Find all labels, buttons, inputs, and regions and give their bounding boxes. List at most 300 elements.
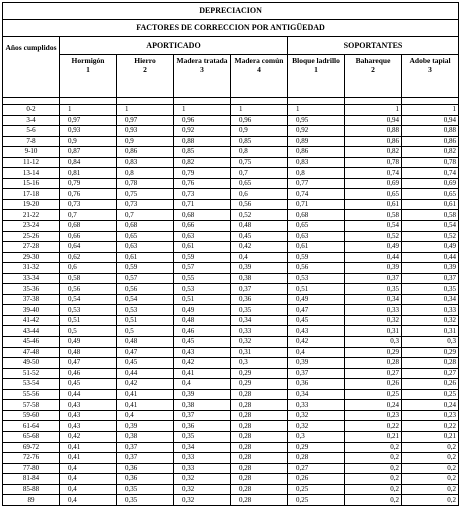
factor-cell: 0,26 bbox=[345, 379, 402, 390]
factor-cell: 0,29 bbox=[402, 347, 459, 358]
spacer-cell bbox=[3, 98, 60, 105]
factor-cell: 0,78 bbox=[402, 157, 459, 168]
factor-cell: 0,65 bbox=[231, 178, 288, 189]
column-header-number: 3 bbox=[200, 65, 204, 74]
factor-cell: 1 bbox=[402, 105, 459, 116]
factor-cell: 0,28 bbox=[402, 358, 459, 369]
table-row bbox=[3, 168, 459, 179]
factor-cell: 0,32 bbox=[402, 315, 459, 326]
column-header-number: 4 bbox=[257, 65, 261, 74]
factor-cell: 0,74 bbox=[345, 168, 402, 179]
factor-cell: 0,95 bbox=[288, 115, 345, 126]
factor-cell: 0,32 bbox=[174, 495, 231, 506]
factor-cell: 0,2 bbox=[345, 463, 402, 474]
factor-cell: 0,73 bbox=[117, 199, 174, 210]
factor-cell: 0,33 bbox=[174, 463, 231, 474]
factor-cell: 0,69 bbox=[345, 178, 402, 189]
spacer-cell bbox=[402, 98, 459, 105]
depreciation-table-container bbox=[2, 2, 458, 506]
factor-cell: 0,61 bbox=[174, 242, 231, 253]
table-row bbox=[3, 442, 459, 453]
factor-cell: 0,65 bbox=[345, 189, 402, 200]
age-cell: 69-72 bbox=[3, 442, 60, 453]
column-header bbox=[60, 55, 117, 98]
column-header bbox=[117, 55, 174, 98]
age-cell: 11-12 bbox=[3, 157, 60, 168]
factor-cell: 0,29 bbox=[345, 347, 402, 358]
factor-cell: 0,8 bbox=[117, 168, 174, 179]
factor-cell: 0,2 bbox=[402, 453, 459, 464]
factor-cell: 0,96 bbox=[174, 115, 231, 126]
age-cell: 61-64 bbox=[3, 421, 60, 432]
factor-cell: 0,74 bbox=[288, 189, 345, 200]
factor-cell: 0,6 bbox=[60, 263, 117, 274]
factor-cell: 0,42 bbox=[288, 337, 345, 348]
factor-cell: 0,45 bbox=[60, 379, 117, 390]
table-row bbox=[3, 431, 459, 442]
factor-cell: 0,33 bbox=[288, 400, 345, 411]
age-cell: 5-6 bbox=[3, 126, 60, 137]
factor-cell: 0,97 bbox=[117, 115, 174, 126]
factor-cell: 0,54 bbox=[345, 221, 402, 232]
age-cell: 25-26 bbox=[3, 231, 60, 242]
factor-cell: 0,9 bbox=[117, 136, 174, 147]
factor-cell: 0,31 bbox=[402, 326, 459, 337]
factor-cell: 0,51 bbox=[117, 315, 174, 326]
factor-cell: 0,36 bbox=[117, 474, 174, 485]
factor-cell: 0,66 bbox=[60, 231, 117, 242]
factor-cell: 0,3 bbox=[345, 337, 402, 348]
factor-cell: 0,39 bbox=[288, 358, 345, 369]
factor-cell: 0,27 bbox=[402, 368, 459, 379]
factor-cell: 0,43 bbox=[60, 421, 117, 432]
factor-cell: 0,37 bbox=[117, 453, 174, 464]
factor-cell: 0,83 bbox=[117, 157, 174, 168]
factor-cell: 0,48 bbox=[60, 347, 117, 358]
age-header-label: Años cumplidos bbox=[5, 43, 57, 52]
table-row bbox=[3, 199, 459, 210]
factor-cell: 0,31 bbox=[345, 326, 402, 337]
column-header-name: Bloque ladrillo bbox=[292, 56, 340, 65]
factor-cell: 0,29 bbox=[288, 442, 345, 453]
factor-cell: 0,81 bbox=[60, 168, 117, 179]
column-header bbox=[345, 55, 402, 98]
table-row bbox=[3, 263, 459, 274]
age-cell: 47-48 bbox=[3, 347, 60, 358]
age-cell: 43-44 bbox=[3, 326, 60, 337]
factor-cell: 0,53 bbox=[117, 305, 174, 316]
factor-cell: 0,32 bbox=[174, 484, 231, 495]
factor-cell: 0,4 bbox=[60, 484, 117, 495]
spacer-cell bbox=[60, 98, 117, 105]
age-cell: 35-36 bbox=[3, 284, 60, 295]
factor-cell: 1 bbox=[288, 105, 345, 116]
age-cell: 29-30 bbox=[3, 252, 60, 263]
column-header-number: 3 bbox=[428, 65, 432, 74]
factor-cell: 0,25 bbox=[345, 389, 402, 400]
factor-cell: 1 bbox=[174, 105, 231, 116]
age-cell: 3-4 bbox=[3, 115, 60, 126]
depreciation-table bbox=[2, 2, 459, 506]
factor-cell: 0,88 bbox=[174, 136, 231, 147]
factor-cell: 0,44 bbox=[345, 252, 402, 263]
table-row bbox=[3, 326, 459, 337]
table-row bbox=[3, 126, 459, 137]
factor-cell: 0,41 bbox=[60, 453, 117, 464]
age-cell: 13-14 bbox=[3, 168, 60, 179]
factor-cell: 0,2 bbox=[345, 474, 402, 485]
factor-cell: 0,56 bbox=[231, 199, 288, 210]
factor-cell: 0,3 bbox=[402, 337, 459, 348]
factor-cell: 0,2 bbox=[345, 442, 402, 453]
factor-cell: 0,39 bbox=[402, 263, 459, 274]
factor-cell: 0,34 bbox=[402, 294, 459, 305]
column-header-name: Hormigón bbox=[71, 56, 105, 65]
factor-cell: 0,45 bbox=[288, 315, 345, 326]
factor-cell: 0,29 bbox=[231, 379, 288, 390]
age-cell: 81-84 bbox=[3, 474, 60, 485]
factor-cell: 0,76 bbox=[174, 178, 231, 189]
factor-cell: 0,77 bbox=[288, 178, 345, 189]
factor-cell: 0,28 bbox=[231, 400, 288, 411]
table-row bbox=[3, 474, 459, 485]
age-cell: 85-88 bbox=[3, 484, 60, 495]
column-header bbox=[174, 55, 231, 98]
factor-cell: 0,38 bbox=[174, 400, 231, 411]
factor-cell: 0,7 bbox=[117, 210, 174, 221]
age-cell: 55-56 bbox=[3, 389, 60, 400]
age-cell: 7-8 bbox=[3, 136, 60, 147]
column-header bbox=[402, 55, 459, 98]
factor-cell: 0,47 bbox=[60, 358, 117, 369]
factor-cell: 0,41 bbox=[60, 442, 117, 453]
table-row bbox=[3, 368, 459, 379]
factor-cell: 0,2 bbox=[402, 474, 459, 485]
age-cell: 41-42 bbox=[3, 315, 60, 326]
factor-cell: 0,39 bbox=[174, 389, 231, 400]
age-cell: 45-46 bbox=[3, 337, 60, 348]
factor-cell: 0,86 bbox=[345, 136, 402, 147]
age-cell: 49-50 bbox=[3, 358, 60, 369]
factor-cell: 0,61 bbox=[402, 199, 459, 210]
table-row bbox=[3, 115, 459, 126]
factor-cell: 1 bbox=[60, 105, 117, 116]
factor-cell: 0,93 bbox=[60, 126, 117, 137]
factor-cell: 0,2 bbox=[345, 495, 402, 506]
factor-cell: 0,2 bbox=[345, 484, 402, 495]
factor-cell: 0,31 bbox=[231, 347, 288, 358]
age-cell: 21-22 bbox=[3, 210, 60, 221]
factor-cell: 0,32 bbox=[231, 337, 288, 348]
table-row bbox=[3, 463, 459, 474]
factor-cell: 0,32 bbox=[174, 474, 231, 485]
factor-cell: 0,82 bbox=[174, 157, 231, 168]
factor-cell: 0,28 bbox=[231, 442, 288, 453]
table-row bbox=[3, 178, 459, 189]
factor-cell: 0,69 bbox=[402, 178, 459, 189]
table-row bbox=[3, 136, 459, 147]
factor-cell: 1 bbox=[231, 105, 288, 116]
column-header-number: 1 bbox=[314, 65, 318, 74]
table-row bbox=[3, 337, 459, 348]
factor-cell: 0,52 bbox=[231, 210, 288, 221]
factor-cell: 0,82 bbox=[402, 147, 459, 158]
factor-cell: 0,58 bbox=[402, 210, 459, 221]
factor-cell: 0,59 bbox=[288, 252, 345, 263]
factor-cell: 1 bbox=[117, 105, 174, 116]
factor-cell: 0,6 bbox=[231, 189, 288, 200]
factor-cell: 0,39 bbox=[231, 263, 288, 274]
factor-cell: 0,57 bbox=[174, 263, 231, 274]
factor-cell: 0,66 bbox=[174, 221, 231, 232]
factor-cell: 0,61 bbox=[345, 199, 402, 210]
factor-cell: 0,5 bbox=[60, 326, 117, 337]
column-header-number: 2 bbox=[143, 65, 147, 74]
factor-cell: 0,56 bbox=[60, 284, 117, 295]
factor-cell: 0,3 bbox=[231, 358, 288, 369]
column-header bbox=[288, 55, 345, 98]
factor-cell: 0,88 bbox=[402, 126, 459, 137]
factor-cell: 0,28 bbox=[231, 463, 288, 474]
factor-cell: 0,9 bbox=[60, 136, 117, 147]
factor-cell: 0,23 bbox=[345, 410, 402, 421]
factor-cell: 0,61 bbox=[117, 252, 174, 263]
factor-cell: 0,71 bbox=[174, 199, 231, 210]
factor-cell: 0,28 bbox=[288, 453, 345, 464]
factor-cell: 0,65 bbox=[117, 231, 174, 242]
factor-cell: 0,96 bbox=[231, 115, 288, 126]
spacer-cell bbox=[345, 98, 402, 105]
table-row bbox=[3, 242, 459, 253]
factor-cell: 0,56 bbox=[288, 263, 345, 274]
factor-cell: 0,78 bbox=[345, 157, 402, 168]
age-cell: 53-54 bbox=[3, 379, 60, 390]
factor-cell: 0,86 bbox=[402, 136, 459, 147]
factor-cell: 0,2 bbox=[402, 484, 459, 495]
factor-cell: 0,33 bbox=[231, 326, 288, 337]
age-cell: 23-24 bbox=[3, 221, 60, 232]
factor-cell: 0,44 bbox=[117, 368, 174, 379]
factor-cell: 0,56 bbox=[117, 284, 174, 295]
factor-cell: 0,51 bbox=[60, 315, 117, 326]
factor-cell: 0,21 bbox=[345, 431, 402, 442]
age-column-header bbox=[3, 37, 60, 98]
table-row bbox=[3, 379, 459, 390]
factor-cell: 0,37 bbox=[345, 273, 402, 284]
spacer-cell bbox=[174, 98, 231, 105]
factor-cell: 0,28 bbox=[231, 431, 288, 442]
factor-cell: 0,52 bbox=[345, 231, 402, 242]
factor-cell: 0,73 bbox=[60, 199, 117, 210]
table-row bbox=[3, 231, 459, 242]
factor-cell: 0,32 bbox=[288, 410, 345, 421]
factor-cell: 0,29 bbox=[231, 368, 288, 379]
column-header-number: 2 bbox=[371, 65, 375, 74]
factor-cell: 0,42 bbox=[117, 379, 174, 390]
factor-cell: 0,24 bbox=[402, 400, 459, 411]
factor-cell: 0,43 bbox=[60, 410, 117, 421]
factor-cell: 0,54 bbox=[402, 221, 459, 232]
factor-cell: 0,92 bbox=[174, 126, 231, 137]
table-row bbox=[3, 484, 459, 495]
factor-cell: 0,7 bbox=[60, 210, 117, 221]
factor-cell: 0,94 bbox=[402, 115, 459, 126]
factor-cell: 0,37 bbox=[231, 284, 288, 295]
age-cell: 77-80 bbox=[3, 463, 60, 474]
factor-cell: 0,88 bbox=[345, 126, 402, 137]
table-row bbox=[3, 105, 459, 116]
factor-cell: 0,41 bbox=[174, 368, 231, 379]
factor-cell: 0,21 bbox=[402, 431, 459, 442]
age-cell: 72-76 bbox=[3, 453, 60, 464]
table-row bbox=[3, 400, 459, 411]
factor-cell: 0,43 bbox=[60, 400, 117, 411]
age-cell: 9-10 bbox=[3, 147, 60, 158]
factor-cell: 0,58 bbox=[60, 273, 117, 284]
table-subtitle: FACTORES DE CORRECCION POR ANTIGÜEDAD bbox=[3, 20, 459, 37]
factor-cell: 0,33 bbox=[174, 453, 231, 464]
factor-cell: 0,35 bbox=[231, 305, 288, 316]
column-header-name: Hierro bbox=[134, 56, 156, 65]
factor-cell: 1 bbox=[345, 105, 402, 116]
factor-cell: 0,34 bbox=[174, 442, 231, 453]
factor-cell: 0,34 bbox=[345, 294, 402, 305]
table-row bbox=[3, 347, 459, 358]
factor-cell: 0,54 bbox=[117, 294, 174, 305]
factor-cell: 0,24 bbox=[345, 400, 402, 411]
factor-cell: 0,37 bbox=[402, 273, 459, 284]
factor-cell: 0,8 bbox=[231, 147, 288, 158]
age-cell: 33-34 bbox=[3, 273, 60, 284]
factor-cell: 0,61 bbox=[288, 242, 345, 253]
table-row bbox=[3, 294, 459, 305]
group-header-soportantes: SOPORTANTES bbox=[288, 37, 459, 55]
factor-cell: 0,45 bbox=[231, 231, 288, 242]
factor-cell: 0,49 bbox=[174, 305, 231, 316]
factor-cell: 0,53 bbox=[288, 273, 345, 284]
factor-cell: 0,94 bbox=[345, 115, 402, 126]
factor-cell: 0,64 bbox=[60, 242, 117, 253]
factor-cell: 0,35 bbox=[117, 495, 174, 506]
age-cell: 0-2 bbox=[3, 105, 60, 116]
factor-cell: 0,79 bbox=[60, 178, 117, 189]
factor-cell: 0,28 bbox=[231, 474, 288, 485]
factor-cell: 0,38 bbox=[117, 431, 174, 442]
age-cell: 39-40 bbox=[3, 305, 60, 316]
factor-cell: 0,22 bbox=[345, 421, 402, 432]
factor-cell: 0,7 bbox=[231, 168, 288, 179]
factor-cell: 0,2 bbox=[402, 463, 459, 474]
table-row bbox=[3, 305, 459, 316]
factor-cell: 0,25 bbox=[402, 389, 459, 400]
factor-cell: 0,48 bbox=[174, 315, 231, 326]
column-header-name: Bahareque bbox=[355, 56, 391, 65]
factor-cell: 0,34 bbox=[231, 315, 288, 326]
factor-cell: 0,48 bbox=[231, 221, 288, 232]
factor-cell: 0,45 bbox=[174, 337, 231, 348]
table-row bbox=[3, 358, 459, 369]
factor-cell: 0,36 bbox=[288, 379, 345, 390]
factor-cell: 0,33 bbox=[402, 305, 459, 316]
factor-cell: 0,28 bbox=[231, 484, 288, 495]
factor-cell: 0,4 bbox=[60, 474, 117, 485]
factor-cell: 0,49 bbox=[402, 242, 459, 253]
factor-cell: 0,45 bbox=[117, 358, 174, 369]
factor-cell: 0,47 bbox=[288, 305, 345, 316]
factor-cell: 0,28 bbox=[231, 410, 288, 421]
factor-cell: 0,26 bbox=[288, 474, 345, 485]
factor-cell: 0,28 bbox=[231, 453, 288, 464]
factor-cell: 0,68 bbox=[288, 210, 345, 221]
table-row bbox=[3, 189, 459, 200]
factor-cell: 0,85 bbox=[231, 136, 288, 147]
factor-cell: 0,41 bbox=[117, 400, 174, 411]
age-cell: 17-18 bbox=[3, 189, 60, 200]
factor-cell: 0,38 bbox=[231, 273, 288, 284]
table-row bbox=[3, 157, 459, 168]
factor-cell: 0,43 bbox=[288, 326, 345, 337]
factor-cell: 0,46 bbox=[60, 368, 117, 379]
column-header-name: Madera común bbox=[234, 56, 284, 65]
age-cell: 89 bbox=[3, 495, 60, 506]
factor-cell: 0,93 bbox=[117, 126, 174, 137]
spacer-cell bbox=[117, 98, 174, 105]
factor-cell: 0,35 bbox=[345, 284, 402, 295]
factor-cell: 0,63 bbox=[174, 231, 231, 242]
factor-cell: 0,8 bbox=[288, 168, 345, 179]
factor-cell: 0,28 bbox=[231, 495, 288, 506]
factor-cell: 0,46 bbox=[174, 326, 231, 337]
factor-cell: 0,4 bbox=[60, 495, 117, 506]
factor-cell: 0,49 bbox=[60, 337, 117, 348]
age-cell: 59-60 bbox=[3, 410, 60, 421]
factor-cell: 0,4 bbox=[60, 463, 117, 474]
table-row bbox=[3, 210, 459, 221]
factor-cell: 0,2 bbox=[402, 442, 459, 453]
factor-cell: 0,9 bbox=[231, 126, 288, 137]
factor-cell: 0,35 bbox=[117, 484, 174, 495]
factor-cell: 0,44 bbox=[402, 252, 459, 263]
factor-cell: 0,42 bbox=[174, 358, 231, 369]
factor-cell: 0,53 bbox=[174, 284, 231, 295]
factor-cell: 0,39 bbox=[117, 421, 174, 432]
table-row bbox=[3, 421, 459, 432]
spacer-cell bbox=[288, 98, 345, 105]
factor-cell: 0,54 bbox=[60, 294, 117, 305]
factor-cell: 0,51 bbox=[174, 294, 231, 305]
factor-cell: 0,84 bbox=[60, 157, 117, 168]
factor-cell: 0,32 bbox=[345, 315, 402, 326]
factor-cell: 0,49 bbox=[288, 294, 345, 305]
factor-cell: 0,3 bbox=[288, 431, 345, 442]
table-row bbox=[3, 389, 459, 400]
table-row bbox=[3, 315, 459, 326]
table-row bbox=[3, 147, 459, 158]
factor-cell: 0,27 bbox=[288, 463, 345, 474]
age-cell: 57-58 bbox=[3, 400, 60, 411]
factor-cell: 0,63 bbox=[117, 242, 174, 253]
factor-cell: 0,36 bbox=[117, 463, 174, 474]
factor-cell: 0,86 bbox=[288, 147, 345, 158]
age-cell: 15-16 bbox=[3, 178, 60, 189]
factor-cell: 0,25 bbox=[288, 495, 345, 506]
factor-cell: 0,59 bbox=[117, 263, 174, 274]
factor-cell: 0,68 bbox=[174, 210, 231, 221]
factor-cell: 0,39 bbox=[345, 263, 402, 274]
factor-cell: 0,79 bbox=[174, 168, 231, 179]
factor-cell: 0,59 bbox=[174, 252, 231, 263]
column-header-name: Madera tratada bbox=[176, 56, 228, 65]
